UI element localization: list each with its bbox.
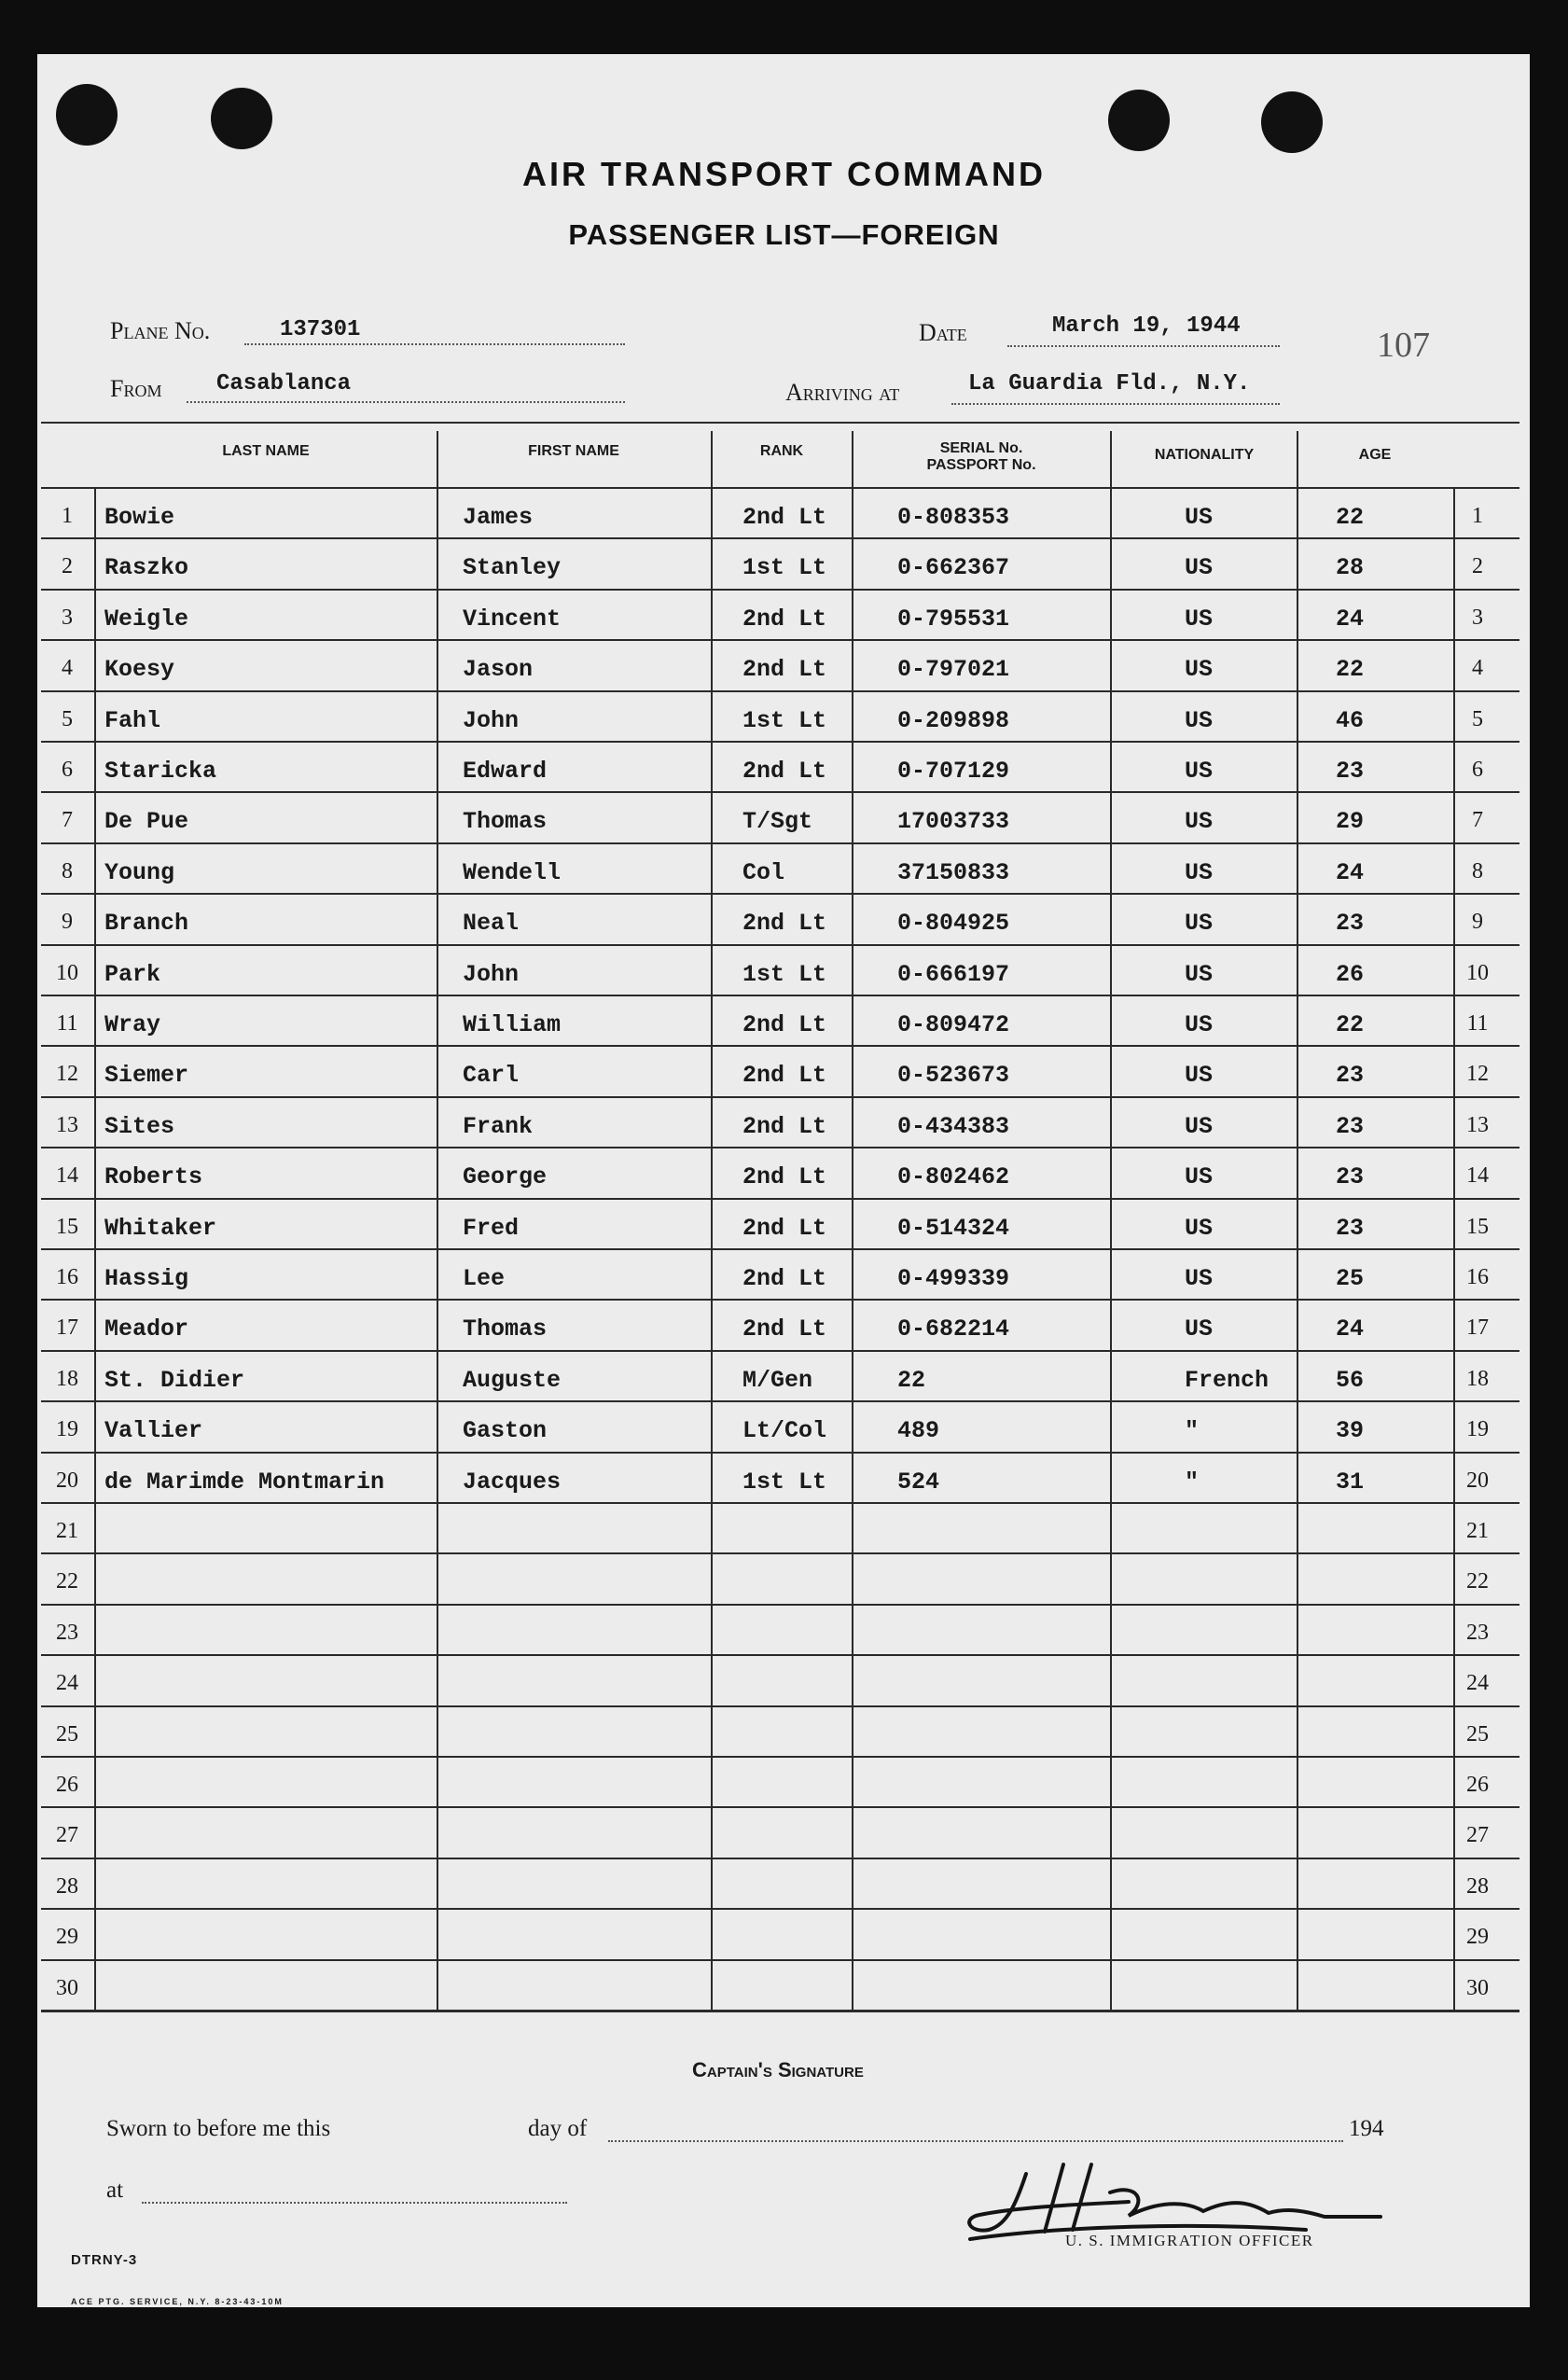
cell-serial: 37150833 [897,858,1010,886]
row-rule [41,1350,1519,1352]
cell-nat: US [1185,960,1214,988]
form-title: AIR TRANSPORT COMMAND [522,155,1046,193]
row-number-left: 12 [56,1062,78,1087]
cell-rank: 1st Lt [742,1468,827,1496]
row-rule [41,1908,1519,1910]
cell-rank: M/Gen [742,1366,813,1394]
cell-age: 46 [1336,706,1365,734]
at-label: at [106,2178,124,2203]
cell-rank: Col [742,858,785,886]
row-rule [41,1552,1519,1554]
cell-first: George [463,1163,548,1191]
row-number-left: 23 [56,1620,78,1645]
col-divider [711,431,713,2012]
row-number-right: 10 [1466,960,1489,985]
cell-nat: US [1185,1265,1214,1292]
row-number-right: 14 [1466,1163,1489,1189]
row-number-right: 13 [1466,1112,1489,1137]
cell-last: Koesy [104,656,175,684]
row-number-left: 8 [62,858,73,884]
row-number-right: 18 [1466,1366,1489,1391]
row-number-right: 17 [1466,1315,1489,1341]
cell-age: 23 [1336,1214,1365,1242]
arriving-value: La Guardia Fld., N.Y. [968,371,1251,397]
cell-rank: 1st Lt [742,554,827,582]
cell-first: Auguste [463,1366,562,1394]
row-number-left: 6 [62,758,73,782]
arriving-field-line [951,403,1280,405]
cell-first: Gaston [463,1417,548,1445]
row-number-right: 19 [1466,1417,1489,1442]
cell-serial: 0-434383 [897,1112,1010,1140]
cell-age: 22 [1336,504,1365,531]
col-divider [1297,431,1298,2012]
row-number-right: 25 [1466,1721,1489,1747]
cell-nat: US [1185,758,1214,785]
cell-last: Bowie [104,504,175,531]
cell-rank: 2nd Lt [742,1062,827,1090]
row-number-left: 16 [56,1265,78,1289]
row-rule [41,1452,1519,1454]
row-rule [41,1248,1519,1250]
row-number-left: 25 [56,1721,78,1747]
cell-nat: US [1185,858,1214,886]
cell-serial: 0-662367 [897,554,1010,582]
cell-serial: 0-707129 [897,758,1010,785]
cell-nat: " [1185,1468,1200,1496]
cell-serial: 0-682214 [897,1315,1010,1343]
cell-serial: 0-808353 [897,504,1010,531]
captain-signature-label: Captain's Signature [692,2058,864,2081]
row-number-left: 3 [62,605,73,630]
from-value: Casablanca [216,371,352,397]
cell-rank: 2nd Lt [742,1112,827,1140]
cell-nat: US [1185,1315,1214,1343]
row-rule [41,741,1519,743]
row-number-left: 1 [62,504,73,528]
row-number-left: 10 [56,960,78,985]
row-number-right: 29 [1466,1925,1489,1950]
row-number-right: 9 [1472,910,1483,935]
row-rule [41,1147,1519,1148]
cell-rank: 1st Lt [742,960,827,988]
cell-age: 24 [1336,858,1365,886]
cell-nat: French [1185,1366,1270,1394]
cell-serial: 0-523673 [897,1062,1010,1090]
from-field-line [187,401,625,403]
row-number-left: 22 [56,1569,78,1594]
cell-nat: US [1185,1011,1214,1038]
row-rule [41,842,1519,844]
col-header-age: AGE [1358,447,1392,463]
cell-last: de Marimde Montmarin [104,1468,385,1496]
cell-first: Jason [463,656,534,684]
row-number-left: 2 [62,554,73,579]
cell-last: Young [104,858,175,886]
cell-rank: 2nd Lt [742,758,827,785]
row-number-left: 26 [56,1773,78,1797]
cell-rank: 2nd Lt [742,656,827,684]
cell-first: Jacques [463,1468,562,1496]
cell-last: Sites [104,1112,175,1140]
row-number-right: 15 [1466,1214,1489,1239]
row-rule [41,1705,1519,1707]
row-rule [41,1604,1519,1606]
cell-first: Wendell [463,858,562,886]
row-rule [41,995,1519,996]
cell-last: Park [104,960,161,988]
cell-last: Branch [104,910,189,938]
cell-serial: 22 [897,1366,926,1394]
table-top-rule [41,422,1519,424]
row-number-left: 17 [56,1315,78,1341]
row-number-left: 4 [62,656,73,681]
from-label: From [110,375,162,402]
punch-hole-3 [1108,90,1170,151]
cell-last: Hassig [104,1265,189,1292]
cell-nat: US [1185,554,1214,582]
cell-age: 24 [1336,605,1365,633]
row-rule [41,1959,1519,1961]
cell-rank: 2nd Lt [742,1214,827,1242]
cell-serial: 0-666197 [897,960,1010,988]
cell-rank: 2nd Lt [742,1011,827,1038]
cell-nat: US [1185,1062,1214,1090]
cell-rank: 2nd Lt [742,1265,827,1292]
cell-age: 39 [1336,1417,1365,1445]
col-divider [437,431,438,2012]
row-number-right: 24 [1466,1671,1489,1696]
col-header-passport: PASSPORT No. [926,457,1036,473]
cell-first: Frank [463,1112,534,1140]
cell-first: Lee [463,1265,506,1292]
cell-serial: 0-809472 [897,1011,1010,1038]
cell-last: Meador [104,1315,189,1343]
col-header-first-name: FIRST NAME [528,443,619,459]
col-header-serial: SERIAL No. [939,440,1023,456]
row-number-left: 27 [56,1823,78,1848]
cell-first: Thomas [463,808,548,836]
cell-last: Roberts [104,1163,203,1191]
row-number-left: 19 [56,1417,78,1442]
sworn-label: Sworn to before me this [106,2116,331,2141]
cell-serial: 0-804925 [897,910,1010,938]
row-rule [41,1096,1519,1098]
row-rule [41,1400,1519,1402]
cell-last: Whitaker [104,1214,217,1242]
cell-first: Fred [463,1214,520,1242]
row-rule [41,893,1519,895]
plane-field-line [244,343,625,345]
cell-first: Neal [463,910,520,938]
row-number-left: 9 [62,910,73,935]
col-header-last-name: LAST NAME [222,443,310,459]
cell-first: Thomas [463,1315,548,1343]
cell-serial: 0-802462 [897,1163,1010,1191]
form-subtitle: PASSENGER LIST—FOREIGN [568,218,1000,251]
cell-serial: 0-797021 [897,656,1010,684]
cell-rank: T/Sgt [742,808,813,836]
row-rule [41,1806,1519,1808]
row-number-left: 20 [56,1468,78,1493]
cell-first: James [463,504,534,531]
date-value: March 19, 1944 [1052,313,1241,339]
cell-nat: US [1185,910,1214,938]
printer-line: ACE PTG. SERVICE, N.Y. 8-23-43-10M [71,2297,284,2306]
row-number-right: 1 [1472,504,1483,528]
row-number-right: 5 [1472,706,1483,731]
row-rule [41,791,1519,793]
cell-rank: 2nd Lt [742,1163,827,1191]
cell-first: William [463,1011,562,1038]
stamp-number: 107 [1377,326,1430,365]
row-rule [41,1502,1519,1504]
cell-serial: 489 [897,1417,940,1445]
cell-last: Raszko [104,554,189,582]
row-rule [41,1756,1519,1758]
row-number-right: 23 [1466,1620,1489,1645]
row-rule [41,944,1519,946]
cell-age: 29 [1336,808,1365,836]
row-number-right: 26 [1466,1773,1489,1797]
row-rule [41,2010,1519,2011]
form-code: DTRNY-3 [71,2252,138,2268]
cell-nat: US [1185,605,1214,633]
cell-age: 23 [1336,1112,1365,1140]
punch-hole-1 [56,84,118,146]
cell-last: Siemer [104,1062,189,1090]
row-rule [41,1858,1519,1859]
cell-first: Edward [463,758,548,785]
cell-age: 23 [1336,758,1365,785]
cell-rank: 2nd Lt [742,504,827,531]
punch-hole-2 [211,88,272,149]
row-rule [41,537,1519,539]
officer-title: U. S. IMMIGRATION OFFICER [1065,2232,1314,2249]
cell-age: 24 [1336,1315,1365,1343]
cell-serial: 524 [897,1468,940,1496]
col-divider [852,431,853,2012]
row-rule [41,690,1519,692]
punch-hole-4 [1261,91,1323,153]
cell-age: 28 [1336,554,1365,582]
row-number-left: 24 [56,1671,78,1696]
col-divider [1110,431,1112,2012]
row-number-left: 7 [62,808,73,833]
date-label: Date [919,319,967,346]
cell-first: John [463,960,520,988]
row-rule [41,639,1519,641]
row-number-left: 28 [56,1873,78,1899]
row-number-left: 14 [56,1163,78,1189]
cell-age: 26 [1336,960,1365,988]
at-field-line [142,2202,567,2204]
cell-age: 56 [1336,1366,1365,1394]
cell-nat: US [1185,1163,1214,1191]
row-number-left: 15 [56,1214,78,1239]
cell-last: De Pue [104,808,189,836]
cell-last: Wray [104,1011,161,1038]
cell-nat: US [1185,1214,1214,1242]
cell-first: Carl [463,1062,520,1090]
row-number-right: 20 [1466,1468,1489,1493]
cell-serial: 17003733 [897,808,1010,836]
row-number-left: 30 [56,1975,78,2000]
arriving-label: Arriving at [785,379,900,406]
cell-nat: US [1185,504,1214,531]
row-rule [41,1654,1519,1656]
row-number-right: 21 [1466,1519,1489,1543]
row-number-right: 22 [1466,1569,1489,1594]
row-number-right: 2 [1472,554,1483,579]
row-number-right: 16 [1466,1265,1489,1289]
row-number-right: 11 [1466,1011,1489,1036]
row-number-left: 5 [62,706,73,731]
row-number-right: 7 [1472,808,1483,833]
cell-age: 23 [1336,1062,1365,1090]
row-number-right: 30 [1466,1975,1489,2000]
cell-nat: US [1185,1112,1214,1140]
cell-serial: 0-499339 [897,1265,1010,1292]
cell-nat: US [1185,656,1214,684]
cell-age: 22 [1336,656,1365,684]
cell-age: 31 [1336,1468,1365,1496]
cell-first: Stanley [463,554,562,582]
cell-nat: US [1185,808,1214,836]
col-header-rank: RANK [759,443,804,459]
cell-serial: 0-514324 [897,1214,1010,1242]
year-label: 194 [1349,2116,1384,2141]
row-number-right: 27 [1466,1823,1489,1848]
cell-age: 25 [1336,1265,1365,1292]
row-number-right: 6 [1472,758,1483,782]
cell-rank: 1st Lt [742,706,827,734]
row-rule [41,1045,1519,1047]
row-number-left: 13 [56,1112,78,1137]
day-of-label: day of [528,2116,588,2141]
row-number-right: 8 [1472,858,1483,884]
row-number-left: 18 [56,1366,78,1391]
cell-rank: Lt/Col [742,1417,827,1445]
cell-first: John [463,706,520,734]
col-header-nationality: NATIONALITY [1154,447,1255,463]
cell-nat: US [1185,706,1214,734]
row-rule [41,1299,1519,1301]
cell-last: St. Didier [104,1366,245,1394]
cell-first: Vincent [463,605,562,633]
row-number-left: 29 [56,1925,78,1950]
cell-rank: 2nd Lt [742,605,827,633]
plane-label: Plane No. [110,317,211,344]
cell-last: Fahl [104,706,161,734]
cell-age: 23 [1336,910,1365,938]
plane-value: 137301 [280,317,361,342]
cell-nat: " [1185,1417,1200,1445]
cell-last: Weigle [104,605,189,633]
row-rule [41,589,1519,591]
row-number-left: 21 [56,1519,78,1543]
cell-last: Vallier [104,1417,203,1445]
cell-age: 23 [1336,1163,1365,1191]
cell-rank: 2nd Lt [742,910,827,938]
cell-last: Staricka [104,758,217,785]
row-rule [41,1198,1519,1200]
row-number-right: 4 [1472,656,1483,681]
row-number-right: 28 [1466,1873,1489,1899]
cell-age: 22 [1336,1011,1365,1038]
date-field-line [1007,345,1280,347]
cell-serial: 0-795531 [897,605,1010,633]
row-number-right: 3 [1472,605,1483,630]
cell-rank: 2nd Lt [742,1315,827,1343]
row-number-right: 12 [1466,1062,1489,1087]
row-number-left: 11 [56,1011,78,1036]
cell-serial: 0-209898 [897,706,1010,734]
